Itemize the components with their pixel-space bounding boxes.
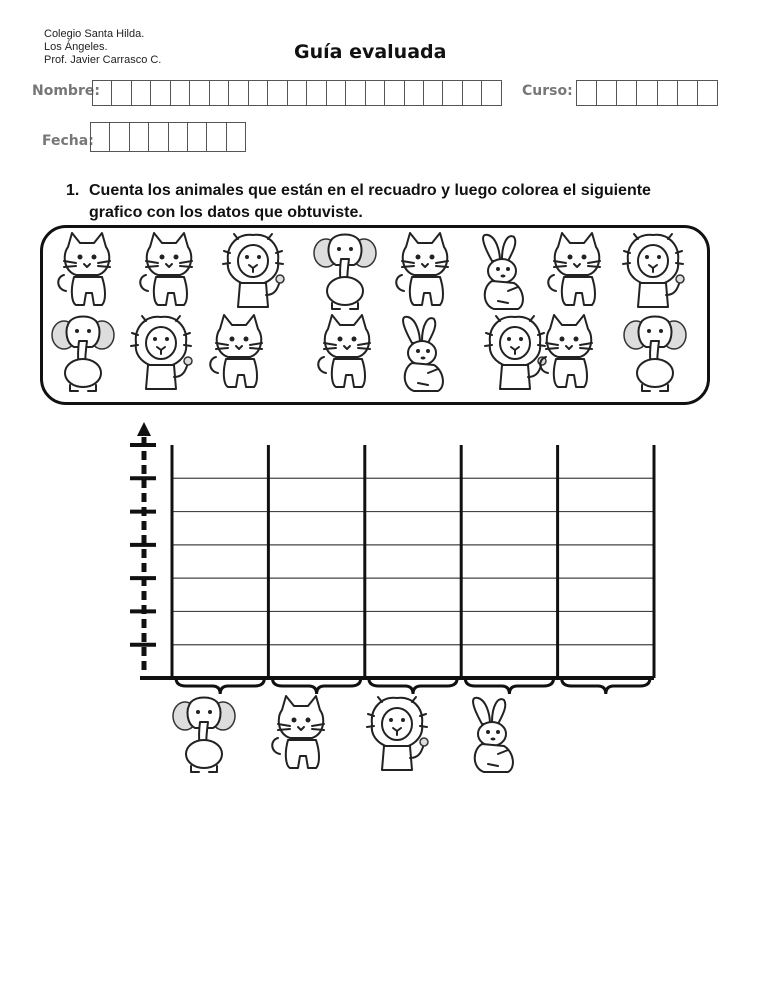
date-label: Fecha: [42, 133, 94, 149]
category-elephant-icon [169, 694, 239, 774]
category-lion-icon [362, 694, 432, 774]
cat-icon [52, 231, 122, 311]
cat-icon [312, 313, 382, 393]
school-city: Los Ángeles. [44, 41, 108, 53]
cat-icon [534, 313, 604, 393]
school-name: Colegio Santa Hilda. [44, 28, 145, 40]
lion-icon [218, 231, 288, 311]
graph-category-icons [170, 680, 650, 780]
animal-collection [40, 225, 710, 405]
lion-icon [126, 313, 196, 393]
cat-icon [542, 231, 612, 311]
name-label: Nombre: [32, 83, 100, 99]
course-field[interactable] [576, 80, 718, 106]
instruction-line-1: Cuenta los animales que están en el recuadro y luego colorea el siguiente [89, 182, 651, 199]
cat-icon [390, 231, 460, 311]
elephant-icon [48, 313, 118, 393]
name-field[interactable] [92, 80, 502, 106]
cat-icon [134, 231, 204, 311]
category-cat-icon [266, 694, 336, 774]
page-title: Guía evaluada [294, 41, 447, 63]
category-rabbit-icon [458, 694, 528, 774]
bar-graph-grid [120, 420, 660, 705]
teacher-name: Prof. Javier Carrasco C. [44, 54, 162, 66]
elephant-icon [620, 313, 690, 393]
elephant-icon [310, 231, 380, 311]
rabbit-icon [468, 231, 538, 311]
cat-icon [204, 313, 274, 393]
lion-icon [618, 231, 688, 311]
course-label: Curso: [522, 83, 573, 99]
instruction-number: 1. [66, 182, 80, 199]
date-field[interactable] [90, 122, 246, 152]
instruction-line-2: grafico con los datos que obtuviste. [89, 204, 363, 221]
rabbit-icon [388, 313, 458, 393]
